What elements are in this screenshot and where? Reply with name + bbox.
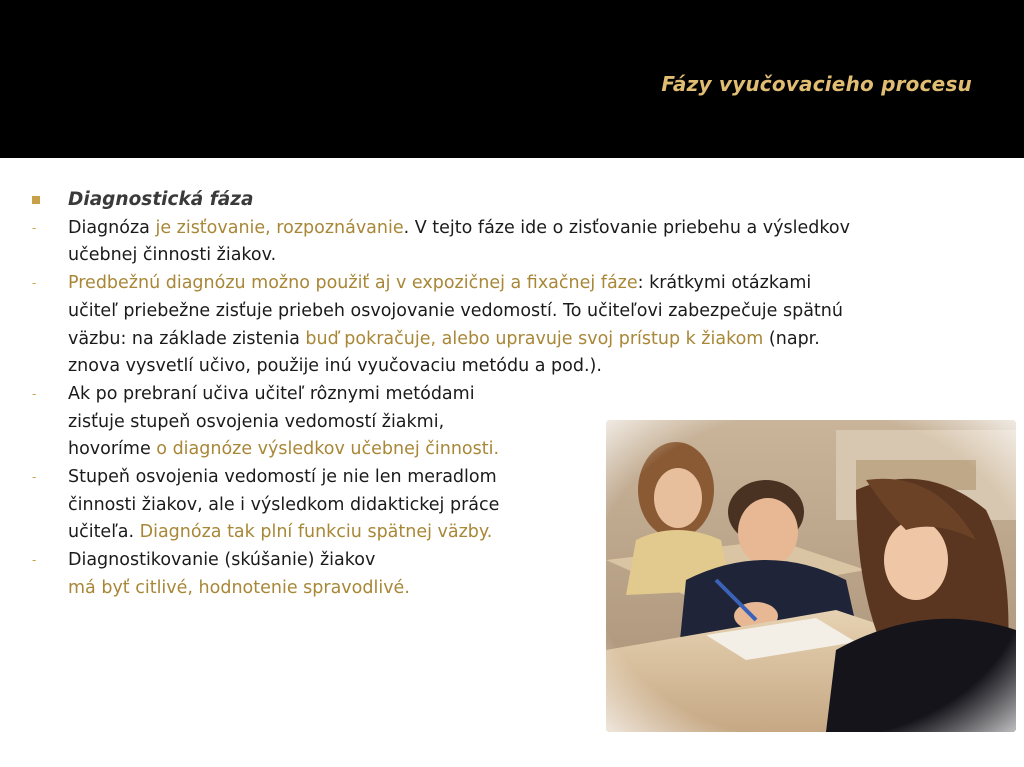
highlighted-text: je zisťovanie, rozpoznávanie [155, 217, 404, 238]
bullet-item [30, 270, 1005, 381]
body-text: činnosti žiakov, ale i výsledkom didaktickej práce [68, 494, 500, 515]
body-text: (napr. [763, 328, 820, 349]
slide-title: Fázy vyučovacieho procesu [661, 72, 972, 96]
body-text: učiteľ priebežne zisťuje priebeh osvojovanie vedomostí. To učiteľovi zabezpečuje spätnú [68, 300, 843, 321]
heading-item [30, 186, 1005, 215]
text-line [68, 270, 1005, 298]
body-text: : krátkymi otázkami [637, 273, 812, 294]
section-heading: Diagnostická fáza [68, 189, 254, 210]
text-line [68, 242, 1005, 270]
bullet-item [30, 215, 1005, 270]
text-line [68, 298, 1005, 326]
text-line [68, 215, 1005, 243]
title-bar [0, 0, 1024, 158]
body-text: Stupeň osvojenia vedomostí je nie len meradlom [68, 467, 497, 488]
dash-bullet-icon: - [32, 220, 37, 235]
body-text: . V tejto fáze ide o zisťovanie priebehu a výsledkov [403, 217, 850, 238]
highlighted-text: Predbežnú diagnózu možno použiť aj v expozičnej a fixačnej fáze [68, 273, 638, 294]
body-text: znova vysvetlí učivo, použije inú vyučovaciu metódu a pod.). [68, 356, 602, 377]
dash-bullet-icon: - [32, 553, 37, 568]
body-text: učiteľa. [68, 522, 140, 543]
body-text: Diagnostikovanie (skúšanie) žiakov [68, 550, 376, 571]
body-text: Diagnóza [68, 217, 156, 238]
dash-bullet-icon: - [32, 276, 37, 291]
highlighted-text: Diagnóza tak plní funkciu spätnej väzby. [139, 522, 493, 543]
body-text: Ak po prebraní učiva učiteľ rôznymi metódami [68, 383, 475, 404]
body-text: väzbu: na základe zistenia [68, 328, 306, 349]
classroom-illustration [606, 420, 1016, 732]
text-line [68, 326, 1005, 354]
highlighted-text: má byť citlivé, hodnotenie spravodlivé. [68, 577, 410, 598]
body-text: učebnej činnosti žiakov. [68, 245, 277, 266]
text-line [68, 353, 1005, 381]
highlighted-text: o diagnóze výsledkov učebnej činnosti. [156, 439, 500, 460]
text-line [68, 381, 1005, 409]
square-bullet-icon [32, 196, 40, 204]
body-text: hovoríme [68, 439, 157, 460]
students-exam-photo [606, 420, 1016, 732]
dash-bullet-icon: - [32, 470, 37, 485]
dash-bullet-icon: - [32, 386, 37, 401]
highlighted-text: buď pokračuje, alebo upravuje svoj prístup k žiakom [305, 328, 764, 349]
body-text: zisťuje stupeň osvojenia vedomostí žiakmi, [68, 411, 445, 432]
